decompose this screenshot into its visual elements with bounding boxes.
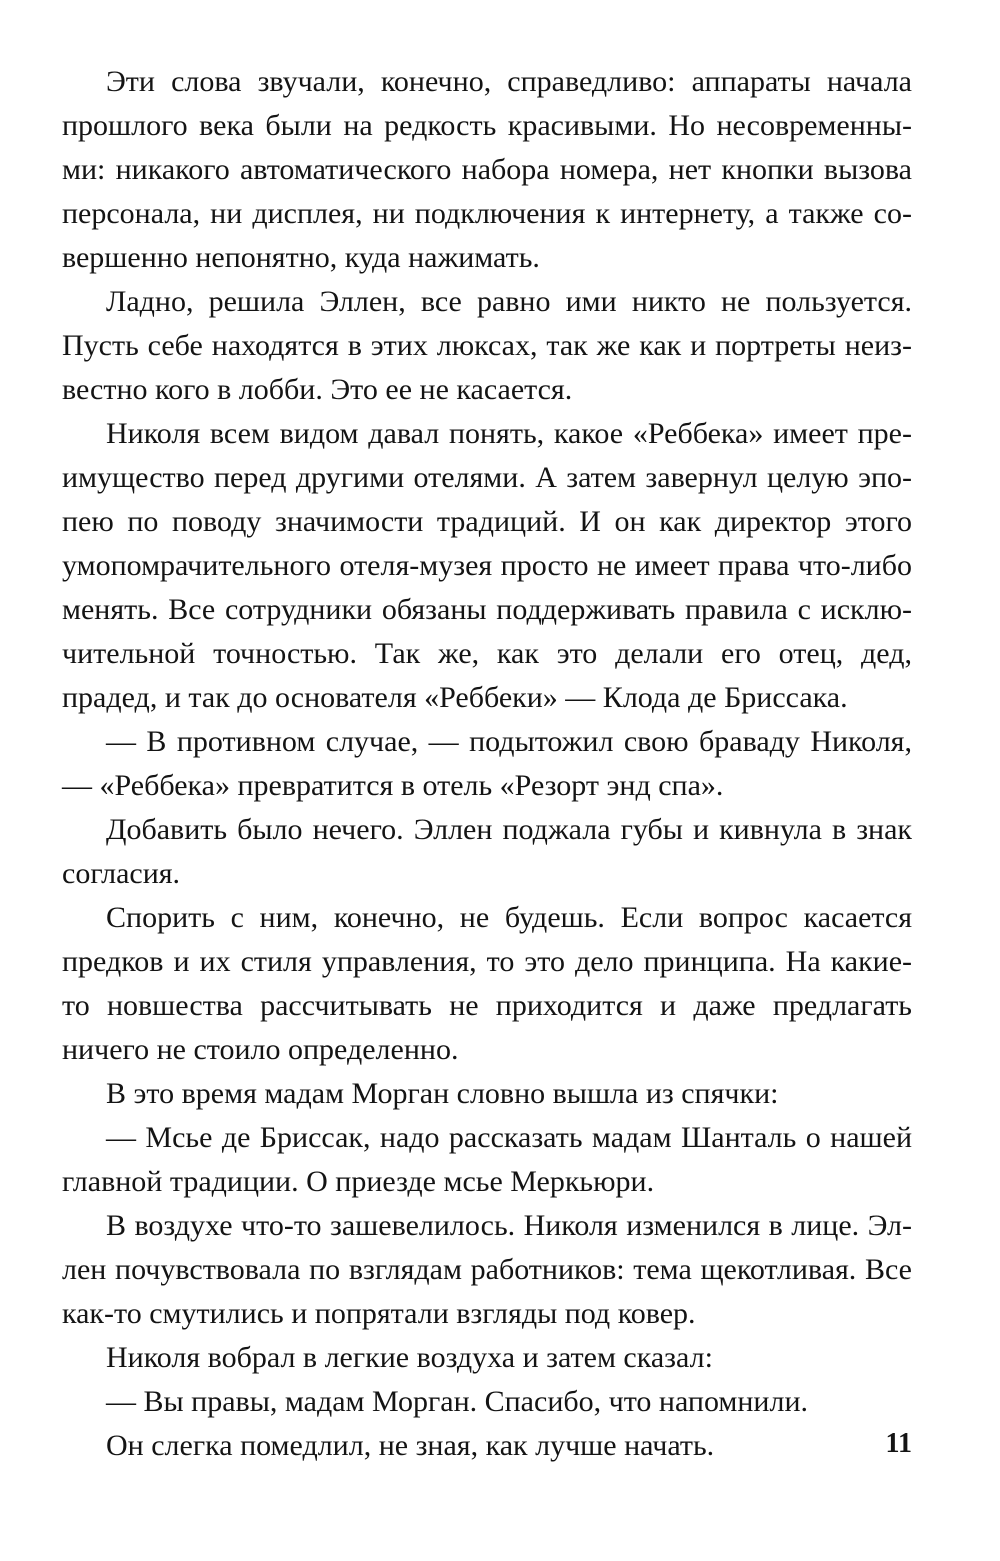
page-number: 11 [885,1428,912,1459]
paragraph-12: Он слегка помедлил, не зная, как лучше начать. [106,1429,715,1462]
paragraph-6: Спорить с ним, конечно, не будешь. Если вопрос касается предков и их стиля управления, то это дело принципа. На какие-то новшества рассчитывать не приходится и даже предлагать ничего не стоило определенно. [62,901,912,1066]
paragraph-11: — Вы правы, мадам Морган. Спасибо, что напомнили. [106,1385,809,1418]
paragraph-8: — Мсье де Бриссак, надо рассказать мадам Шанталь о нашей главной традиции. О приезде мсье Меркьюри. [62,1121,912,1198]
paragraph-3: Николя всем видом давал понять, какое «Реббека» имеет преимущество перед другими отелями. А затем завернул целую эпопею по поводу значимости традиций. И он как директор этого умопомрачительного отеля-музея просто не имеет права что-либо менять. Все сотрудники обязаны поддерживать правила с исключительной точностью. Так же, как это делали его отец, дед, прадед, и так до основателя «Реббеки» — Клода де Бриссака. [62,417,912,714]
page-body-text [62,60,912,1468]
paragraph-9: В воздухе что-то зашевелилось. Николя изменился в лице. Эллен почувствовала по взглядам работников: тема щекотливая. Все как-то смутились и попрятали взгляды под ковер. [62,1209,912,1330]
paragraph-10: Николя вобрал в легкие воздуха и затем сказал: [106,1341,713,1374]
paragraph-2: Ладно, решила Эллен, все равно ими никто не пользуется. Пусть себе находятся в этих люксах, так же как и портреты неизвестно кого в лобби. Это ее не касается. [62,285,912,406]
paragraph-1: Эти слова звучали, конечно, справедливо: аппараты начала прошлого века были на редкость красивыми. Но несовременными: никакого автоматического набора номера, нет кнопки вызова персонала, ни дисплея, ни подключения к интернету, а также совершенно непонятно, куда нажимать. [62,65,912,274]
paragraph-5: Добавить было нечего. Эллен поджала губы и кивнула в знак согласия. [62,813,912,890]
paragraph-4: — В противном случае, — подытожил свою браваду Николя, — «Реббека» превратится в отель «Резорт энд спа». [62,725,912,802]
paragraph-7: В это время мадам Морган словно вышла из спячки: [106,1077,779,1110]
